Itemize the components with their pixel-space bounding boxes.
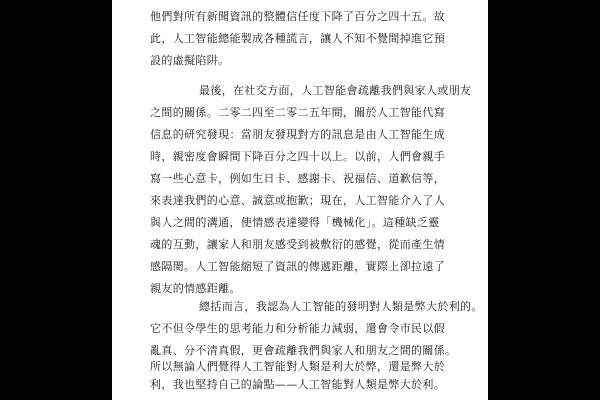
text-line: 寫一些心意卡，例如生日卡、感謝卡、祝福信、道歉信等， bbox=[150, 172, 446, 185]
text-line: 設的虛擬陷阱。 bbox=[150, 54, 230, 67]
text-line: 所以無論人們覺得人工智能對人類是利大於弊，還是弊大於 bbox=[150, 360, 446, 373]
text-line: 來表達我們的心意、誠意或抱歉；現在，人工智能介入了人 bbox=[150, 194, 446, 207]
text-line: 利，我也堅持自己的論點——人工智能對人類是弊大於利。 bbox=[150, 378, 446, 391]
text-line: 此，人工智能總能製成各種謊言，讓人不知不覺間掉進它預 bbox=[150, 32, 446, 45]
text-line: 之間的關係。二零二四至二零二五年間，關於人工智能代寫 bbox=[150, 106, 446, 119]
text-line: 魂的互動，讓家人和朋友感受到被敷衍的感覺，從而產生情 bbox=[150, 238, 446, 251]
text-line: 感隔閡。人工智能縮短了資訊的傳遞距離，實際上卻拉遠了 bbox=[150, 260, 446, 273]
text-line: 信息的研究發現：當朋友發現對方的訊息是由人工智能生成 bbox=[150, 128, 446, 141]
document-page bbox=[112, 0, 488, 400]
text-line: 他們對所有新聞資訊的整體信任度下降了百分之四十五。故 bbox=[150, 10, 446, 23]
text-line: 總括而言，我認為人工智能的發明對人類是弊大於利的。 bbox=[199, 300, 483, 313]
text-line: 最後，在社交方面，人工智能會疏離我們與家人或朋友 bbox=[199, 84, 472, 97]
text-line: 它不但令學生的思考能力和分析能力減弱，還會令市民以假 bbox=[150, 322, 446, 335]
text-line: 亂真、分不清真假，更會疏離我們與家人和朋友之間的關係。 bbox=[150, 344, 457, 357]
text-line: 與人之間的溝通，使情感表達變得「機械化」。這種缺乏靈 bbox=[150, 216, 440, 229]
text-line: 親友的情感距離。 bbox=[150, 282, 241, 295]
text-line: 時，親密度會瞬間下降百分之四十以上。以前，人們會親手 bbox=[150, 150, 446, 163]
